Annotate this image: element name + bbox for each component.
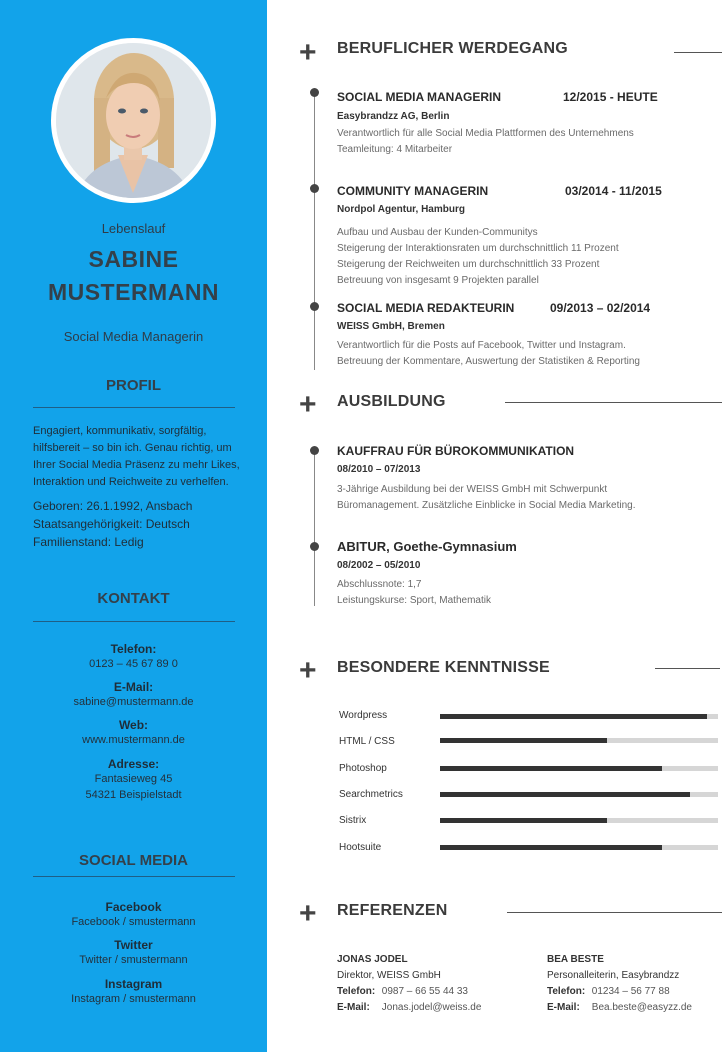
phone-label: Telefon: bbox=[337, 986, 376, 997]
social-heading: SOCIAL MEDIA bbox=[79, 852, 188, 869]
profil-text: Engagiert, kommunikativ, sorgfältig, hilfsbereit – so bin ich. Genau richtig, um Ihrer Social Media Präsenz zu mehr Likes, Interaktion und Reichweite zu verhelfen. bbox=[33, 425, 240, 488]
skill-fill bbox=[440, 738, 607, 743]
reference-email bbox=[547, 1000, 692, 1016]
job-desc-line: Verantwortlich für die Posts auf Facebook, Twitter und Instagram. bbox=[337, 340, 626, 351]
reference-phone bbox=[337, 984, 481, 1000]
skill-name: Sistrix bbox=[339, 815, 367, 826]
job-date: 12/2015 - HEUTE bbox=[563, 90, 658, 104]
education-desc-line: 3-Jährige Ausbildung bei der WEISS GmbH mit Schwerpunkt bbox=[337, 484, 608, 495]
contact-address bbox=[0, 757, 267, 803]
referenzen-heading: REFERENZEN bbox=[337, 902, 448, 919]
education-date: 08/2010 – 07/2013 bbox=[337, 464, 421, 475]
timeline-dot bbox=[310, 184, 319, 193]
education-desc-line: Leistungskurse: Sport, Mathematik bbox=[337, 595, 491, 606]
education-title: KAUFFRAU FÜR BÜROKOMMUNIKATION bbox=[337, 444, 575, 458]
education-title: ABITUR, Goethe-Gymnasium bbox=[337, 539, 517, 554]
skill-name: Photoshop bbox=[339, 763, 387, 774]
kontakt-divider bbox=[33, 621, 235, 622]
personal-facts bbox=[33, 497, 248, 551]
contact-label: Telefon: bbox=[110, 642, 157, 656]
last-name: MUSTERMANN bbox=[47, 279, 220, 305]
contact-web bbox=[0, 718, 267, 748]
job-company: Easybrandzz AG, Berlin bbox=[337, 111, 450, 122]
reference-phone bbox=[547, 984, 692, 1000]
timeline-dot bbox=[310, 542, 319, 551]
skill-bar bbox=[440, 766, 718, 771]
contact-value[interactable]: www.mustermann.de bbox=[82, 734, 185, 746]
phone-value[interactable]: 01234 – 56 77 88 bbox=[591, 986, 670, 997]
email-value[interactable]: Jonas.jodel@weiss.de bbox=[381, 1002, 482, 1013]
werdegang-heading: BERUFLICHER WERDEGANG bbox=[337, 40, 568, 57]
email-label: E-Mail: bbox=[547, 1002, 580, 1013]
education-description bbox=[337, 577, 707, 609]
plus-icon: + bbox=[299, 654, 317, 687]
avatar bbox=[51, 38, 216, 203]
fact-marital-status: Familienstand: Ledig bbox=[33, 535, 144, 549]
job-desc-line: Betreuung von insgesamt 9 Projekten parallel bbox=[337, 275, 539, 286]
job-desc-line: Verantwortlich für alle Social Media Plattformen des Unternehmens bbox=[337, 128, 634, 139]
education-desc-line: Abschlussnote: 1,7 bbox=[337, 579, 422, 590]
education-date: 08/2002 – 05/2010 bbox=[337, 560, 421, 571]
skill-fill bbox=[440, 818, 607, 823]
plus-icon: + bbox=[299, 36, 317, 69]
skill-fill bbox=[440, 792, 690, 797]
job-company: Nordpol Agentur, Hamburg bbox=[337, 204, 465, 215]
skill-name: Hootsuite bbox=[339, 842, 382, 853]
social-divider bbox=[33, 876, 235, 877]
job-desc-line: Aufbau und Ausbau der Kunden-Communitys bbox=[337, 227, 538, 238]
job-desc-line: Steigerung der Interaktionsraten um durchschnittlich 11 Prozent bbox=[337, 243, 619, 254]
first-name: SABINE bbox=[88, 246, 179, 272]
timeline-dot bbox=[310, 88, 319, 97]
werdegang-timeline bbox=[314, 92, 315, 370]
social-value[interactable]: Twitter / smustermann bbox=[79, 954, 188, 966]
document-label: Lebenslauf bbox=[101, 221, 166, 236]
email-label: E-Mail: bbox=[337, 1002, 370, 1013]
werdegang-rule bbox=[674, 52, 722, 53]
skill-bar bbox=[440, 792, 718, 797]
person-name bbox=[0, 243, 267, 309]
contact-label: E-Mail: bbox=[113, 680, 154, 694]
phone-value[interactable]: 0987 – 66 55 44 33 bbox=[381, 986, 468, 997]
ausbildung-rule bbox=[505, 402, 722, 403]
social-value[interactable]: Facebook / smustermann bbox=[71, 916, 196, 928]
email-value[interactable]: Bea.beste@easyzz.de bbox=[591, 1002, 692, 1013]
social-twitter bbox=[0, 938, 267, 968]
sidebar bbox=[0, 0, 267, 1052]
contact-label: Web: bbox=[118, 718, 149, 732]
skill-fill bbox=[440, 714, 707, 719]
skill-bar bbox=[440, 738, 718, 743]
ausbildung-timeline bbox=[314, 448, 315, 606]
reference-card bbox=[337, 952, 481, 1016]
contact-label: Adresse: bbox=[107, 757, 160, 771]
job-description bbox=[337, 225, 707, 289]
reference-email bbox=[337, 1000, 481, 1016]
fact-birth: Geboren: 26.1.1992, Ansbach bbox=[33, 499, 193, 513]
phone-label: Telefon: bbox=[547, 986, 586, 997]
job-desc-line: Steigerung der Reichweiten um durchschnittlich 33 Prozent bbox=[337, 259, 600, 270]
timeline-dot bbox=[310, 302, 319, 311]
contact-phone bbox=[0, 642, 267, 672]
skill-bar bbox=[440, 845, 718, 850]
job-description bbox=[337, 338, 707, 370]
skill-name: Wordpress bbox=[339, 710, 388, 721]
job-company: WEISS GmbH, Bremen bbox=[337, 321, 445, 332]
reference-card bbox=[547, 952, 692, 1016]
job-date: 03/2014 - 11/2015 bbox=[565, 184, 662, 198]
job-title: SOCIAL MEDIA MANAGERIN bbox=[337, 90, 502, 104]
referenzen-rule bbox=[507, 912, 722, 913]
contact-value[interactable]: 0123 – 45 67 89 0 bbox=[89, 658, 178, 670]
profile-photo bbox=[56, 43, 211, 198]
kontakt-heading: KONTAKT bbox=[97, 590, 170, 607]
reference-name: BEA BESTE bbox=[547, 954, 604, 965]
job-description bbox=[337, 126, 707, 158]
skill-name: Searchmetrics bbox=[339, 789, 403, 800]
social-label: Facebook bbox=[105, 900, 162, 914]
skill-bar bbox=[440, 818, 718, 823]
social-label: Twitter bbox=[114, 938, 153, 952]
social-facebook bbox=[0, 900, 267, 930]
social-value[interactable]: Instagram / smustermann bbox=[71, 993, 196, 1005]
skill-bar bbox=[440, 714, 718, 719]
contact-value: 54321 Beispielstadt bbox=[85, 789, 182, 801]
social-label: Instagram bbox=[104, 977, 163, 991]
job-desc-line: Teamleitung: 4 Mitarbeiter bbox=[337, 144, 453, 155]
skill-fill bbox=[440, 766, 662, 771]
job-title: Social Media Managerin bbox=[63, 329, 204, 344]
job-title: SOCIAL MEDIA REDAKTEURIN bbox=[337, 301, 515, 315]
reference-name: JONAS JODEL bbox=[337, 954, 408, 965]
job-title: COMMUNITY MANAGERIN bbox=[337, 184, 489, 198]
contact-email bbox=[0, 680, 267, 710]
reference-position: Personalleiterin, Easybrandzz bbox=[547, 970, 680, 981]
social-instagram bbox=[0, 977, 267, 1007]
fact-nationality: Staatsangehörigkeit: Deutsch bbox=[33, 517, 190, 531]
reference-position: Direktor, WEISS GmbH bbox=[337, 970, 441, 981]
timeline-dot bbox=[310, 446, 319, 455]
profil-divider bbox=[33, 407, 235, 408]
profil-heading: PROFIL bbox=[106, 377, 161, 394]
education-description bbox=[337, 482, 707, 514]
job-desc-line: Betreuung der Kommentare, Auswertung der Statistiken & Reporting bbox=[337, 356, 640, 367]
skill-fill bbox=[440, 845, 662, 850]
plus-icon: + bbox=[299, 388, 317, 421]
kenntnisse-rule bbox=[655, 668, 720, 669]
plus-icon: + bbox=[299, 897, 317, 930]
education-desc-line: Büromanagement. Zusätzliche Einblicke in Social Media Marketing. bbox=[337, 500, 636, 511]
contact-value[interactable]: sabine@mustermann.de bbox=[73, 696, 194, 708]
skill-name: HTML / CSS bbox=[339, 736, 395, 747]
job-date: 09/2013 – 02/2014 bbox=[550, 301, 651, 315]
contact-value: Fantasieweg 45 bbox=[94, 773, 173, 785]
ausbildung-heading: AUSBILDUNG bbox=[337, 393, 446, 410]
kenntnisse-heading: BESONDERE KENNTNISSE bbox=[337, 659, 550, 676]
